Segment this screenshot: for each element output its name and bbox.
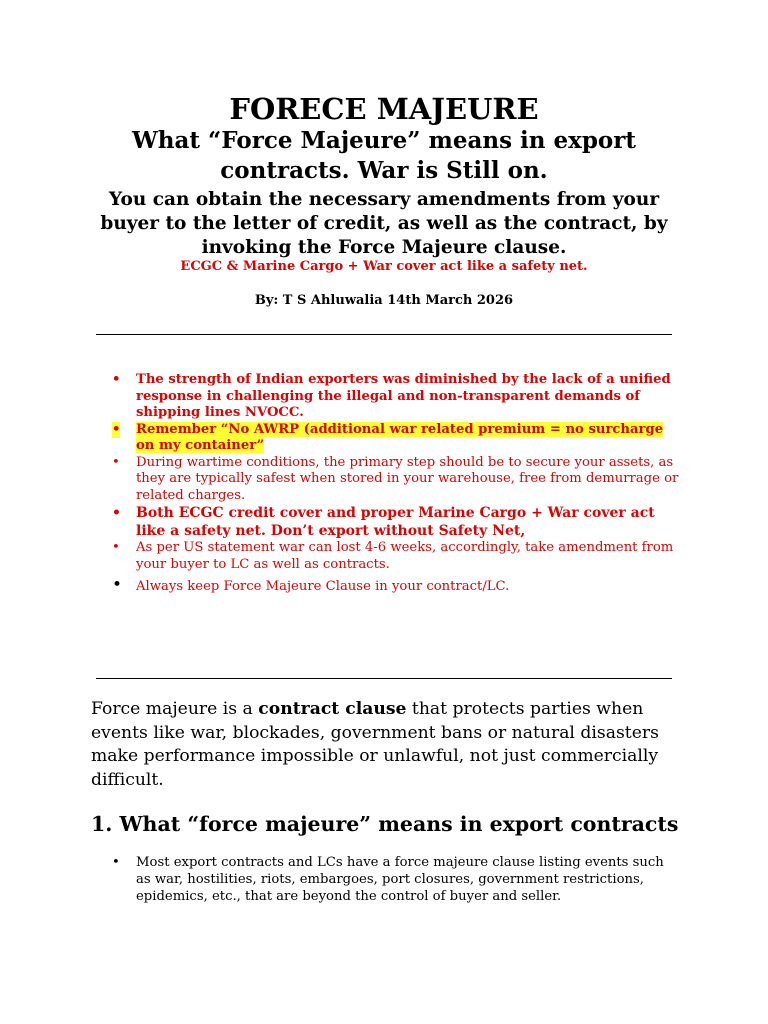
list-item <box>96 854 681 905</box>
divider-line <box>96 334 672 335</box>
list-item-text: Remember “No AWRP (additional war related premium = no surcharge on my container” <box>136 421 664 453</box>
list-item-text: As per US statement war can lost 4-6 weeks, accordingly, take amendment from your buyer to LC as well as contracts. <box>136 540 674 572</box>
bullet-icon: • <box>112 575 123 595</box>
list-item <box>96 372 681 422</box>
list-item <box>96 575 681 596</box>
divider-line <box>96 678 672 679</box>
list-item-text: Always keep Force Majeure Clause in your contract/LC. <box>136 579 510 594</box>
intro-statement: You can obtain the necessary amendments from your buyer to the letter of credit, as well as the contract, by invoking the Force Majeure clause. <box>100 189 668 258</box>
list-item <box>96 504 681 540</box>
list-item <box>96 540 681 573</box>
author-byline: By: T S Ahluwalia 14th March 2026 <box>254 293 514 308</box>
safety-net-note: ECGC & Marine Cargo + War cover act like a safety net. <box>180 259 588 274</box>
list-item <box>96 455 681 505</box>
list-item-text: Most export contracts and LCs have a force majeure clause listing events such as war, hostilities, riots, embargoes, port closures, government restrictions, epidemics, etc., that are beyond the control of buyer and seller. <box>136 855 664 904</box>
bullet-icon: • <box>112 454 120 470</box>
section-list <box>96 854 681 905</box>
paragraph-bold-term: contract clause <box>258 699 407 719</box>
bullet-icon: • <box>112 505 121 521</box>
bullet-icon: • <box>112 421 121 437</box>
document-title: FORECE MAJEURE <box>229 92 539 126</box>
list-item-text: During wartime conditions, the primary step should be to secure your assets, as they are typically safest when stored in your warehouse, free from demurrage or related charges. <box>136 454 679 503</box>
list-item-highlighted <box>96 422 681 455</box>
key-points-list <box>96 372 681 596</box>
list-item-text: The strength of Indian exporters was diminished by the lack of a unified response in challenging the illegal and non-transparent demands of shipping lines NVOCC. <box>136 372 671 420</box>
bullet-icon: • <box>112 540 120 555</box>
definition-paragraph <box>91 698 691 792</box>
list-item-text: Both ECGC credit cover and proper Marine Cargo + War cover act like a safety net. Don’t export without Safety Net, <box>136 505 655 539</box>
paragraph-text: Force majeure is a <box>91 699 259 719</box>
section-heading: 1. What “force majeure” means in export contracts <box>91 812 679 836</box>
paragraph-text: that protects parties when events like war, blockades, government bans or natural disasters make performance impossible or unlawful, not just commercially difficult. <box>91 699 659 790</box>
document-subtitle: What “Force Majeure” means in export contracts. War is Still on. <box>131 127 637 184</box>
bullet-icon: • <box>112 372 121 387</box>
bullet-icon: • <box>112 855 120 870</box>
